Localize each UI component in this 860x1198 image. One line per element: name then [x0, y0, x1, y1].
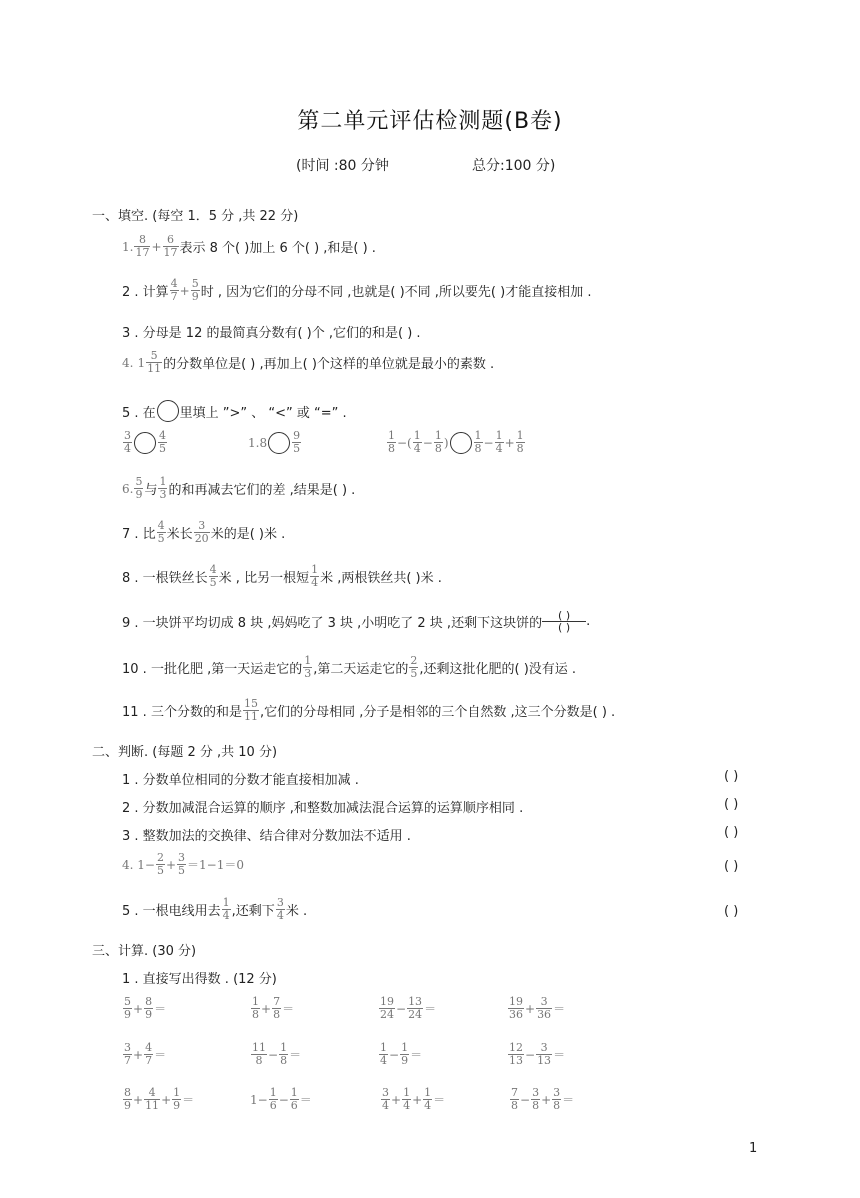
page-title: 第二单元评估检测题(B卷) [297, 109, 563, 134]
judge-answer-blank[interactable]: ( ) [724, 859, 739, 874]
judge-answer-blank[interactable]: ( ) [724, 797, 739, 812]
section-heading-judge: 二、判断. (每题 2 分 ,共 10 分) [92, 745, 278, 760]
question-2: 2 . 计算 $\frac{4}{7}$ + $\frac{5}{9}$ 时 , 因为它们的分母不同 ,也就是( )不同 ,所以要先( )才能直接相加 . [122, 277, 592, 303]
judge-item-2: 2 . 分数加减混合运算的顺序 ,和整数加减法混合运算的运算顺序相同 . [122, 801, 524, 816]
score-label: 总分:100 分) [472, 158, 556, 174]
fraction: $\frac{6}{17}$ [163, 233, 178, 259]
compare-item-3: $\frac{1}{8}$ −( $\frac{1}{4}$ − $\frac{1}{8}$ ) $\frac{1}{8}$ − $\frac{1}{4}$ + $\frac{1}{8}$ [388, 429, 524, 455]
question-7: 7 . 比 $\frac{4}{5}$ 米长 $\frac{3}{20}$ 米的是( )米 . [122, 519, 286, 545]
fraction: $\frac{4}{7}$ [170, 277, 178, 303]
question-5: 5 . 在 里填上 ”>” 、 “<” 或 “=” . [122, 400, 347, 422]
judge-answer-blank[interactable]: ( ) [724, 769, 739, 784]
judge-answer-blank[interactable]: ( ) [724, 825, 739, 840]
calc-item: $\frac{19}{24}$ − $\frac{13}{24}$ ＝ [380, 995, 437, 1021]
calc-item: $\frac{19}{36}$ + $\frac{3}{36}$ ＝ [509, 995, 566, 1021]
calc-item: $\frac{3}{4}$ + $\frac{1}{4}$ + $\frac{1}{4}$ ＝ [382, 1086, 446, 1112]
calc-item: $\frac{1}{4}$ − $\frac{1}{9}$ ＝ [380, 1041, 423, 1067]
page-number: 1 [749, 1141, 758, 1156]
judge-answer-blank[interactable]: ( ) [724, 904, 739, 919]
compare-circle[interactable] [450, 432, 472, 454]
compare-item-2: 1.8 $\frac{9}{5}$ [248, 429, 301, 455]
question-4: 4. 1 $\frac{5}{11}$ 的分数单位是( ) ,再加上( )个这样的单位就是最小的素数 . [122, 349, 495, 375]
calc-item: $\frac{12}{13}$ − $\frac{3}{13}$ ＝ [509, 1041, 566, 1067]
question-1: 1. $\frac{8}{17}$ + $\frac{6}{17}$ 表示 8 个( )加上 6 个( ) ,和是( ) . [122, 233, 376, 259]
calc-sub-heading: 1 . 直接写出得数 . (12 分) [122, 972, 277, 987]
compare-circle[interactable] [268, 432, 290, 454]
question-8: 8 . 一根铁丝长 $\frac{4}{5}$ 米 , 比另一根短 $\frac{1}{4}$ 米 ,两根铁丝共( )米 . [122, 563, 442, 589]
question-6: 6. $\frac{5}{9}$ 与 $\frac{1}{3}$ 的和再减去它们的差 ,结果是( ) . [122, 475, 356, 501]
time-label: (时间 :80 分钟 [296, 158, 389, 174]
question-3: 3 . 分母是 12 的最简真分数有( )个 ,它们的和是( ) . [122, 326, 421, 341]
fraction: $\frac{5}{9}$ [191, 277, 199, 303]
calc-item: $\frac{11}{8}$ − $\frac{1}{8}$ ＝ [252, 1041, 302, 1067]
calc-item: $\frac{5}{9}$ + $\frac{8}{9}$ ＝ [124, 995, 167, 1021]
compare-item-1: $\frac{3}{4}$ $\frac{4}{5}$ [124, 429, 166, 455]
calc-item: $\frac{1}{8}$ + $\frac{7}{8}$ ＝ [252, 995, 295, 1021]
question-11: 11 . 三个分数的和是 $\frac{15}{11}$ ,它们的分母相同 ,分子是相邻的三个自然数 ,这三个分数是( ) . [122, 697, 616, 723]
fraction: $\frac{8}{17}$ [135, 233, 150, 259]
compare-circle[interactable] [134, 432, 156, 454]
judge-item-1: 1 . 分数单位相同的分数才能直接相加减 . [122, 773, 359, 788]
calc-item: $\frac{8}{9}$ + $\frac{4}{11}$ + $\frac{1}{9}$ ＝ [124, 1086, 195, 1112]
question-10: 10 . 一批化肥 ,第一天运走它的 $\frac{1}{3}$ ,第二天运走它的 $\frac{2}{5}$ ,还剩这批化肥的( )没有运 . [122, 654, 577, 680]
compare-circle [157, 400, 179, 422]
question-9: 9 . 一块饼平均切成 8 块 ,妈妈吃了 3 块 ,小明吃了 2 块 ,还剩下这块饼的 ( ) ( ) . [122, 609, 591, 634]
calc-item: $\frac{7}{8}$ − $\frac{3}{8}$ + $\frac{3}{8}$ ＝ [511, 1086, 575, 1112]
calc-item: $\frac{3}{7}$ + $\frac{4}{7}$ ＝ [124, 1041, 167, 1067]
answer-fraction-blank[interactable]: ( ) ( ) [542, 610, 586, 633]
judge-item-4: 4. 1− $\frac{2}{5}$ + $\frac{3}{5}$ ＝1−1＝0 [122, 851, 244, 877]
section-heading-fill: 一、填空. (每空 1．5 分 ,共 22 分) [92, 209, 299, 224]
fraction: $\frac{5}{11}$ [147, 349, 162, 375]
judge-item-5: 5 . 一根电线用去 $\frac{1}{4}$ ,还剩下 $\frac{3}{4}$ 米 . [122, 896, 308, 922]
section-heading-calc: 三、计算. (30 分) [92, 944, 197, 959]
judge-item-3: 3 . 整数加法的交换律、结合律对分数加法不适用 . [122, 829, 411, 844]
calc-item: 1− $\frac{1}{6}$ − $\frac{1}{6}$ ＝ [250, 1086, 312, 1112]
